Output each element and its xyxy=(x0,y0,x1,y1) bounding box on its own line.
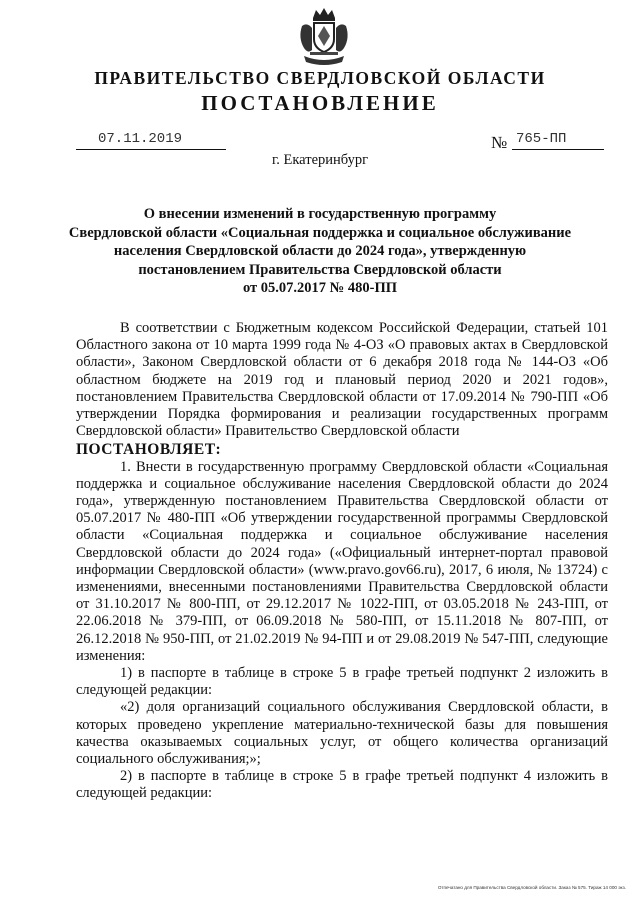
paragraph-subitem-1: 1) в паспорте в таблице в строке 5 в графе третьей подпункт 2 изложить в следующей редакции: xyxy=(76,665,608,699)
document-date: 07.11.2019 xyxy=(98,131,183,147)
document-body xyxy=(76,320,608,803)
resolve-heading: ПОСТАНОВЛЯЕТ: xyxy=(76,441,222,459)
title-line: от 05.07.2017 № 480-ПП xyxy=(242,280,397,296)
number-underline xyxy=(512,149,604,150)
issuing-authority: ПРАВИТЕЛЬСТВО СВЕРДЛОВСКОЙ ОБЛАСТИ xyxy=(94,68,546,88)
number-sign: № xyxy=(491,133,508,152)
paragraph-subitem-2: 2) в паспорте в таблице в строке 5 в графе третьей подпункт 4 изложить в следующей редакции: xyxy=(76,768,608,802)
date-underline xyxy=(76,149,226,150)
print-note: Отпечатано для Правительства Свердловской области. Заказ № 575. Тираж 14 000 экз. xyxy=(437,885,626,890)
preamble-paragraph: В соответствии с Бюджетным кодексом Российской Федерации, статьей 101 Областного закона от 10 марта 1999 года № 4-ОЗ «О правовых актах в Свердловской области», Законом Свердловской области от 6 декабря 2018 года № 144-ОЗ «Об областном бюджете на 2019 год и плановый период 2020 и 2021 годов», постановлением Правительства Свердловской области от 17.09.2014 № 790-ПП «Об утверждении Порядка формирования и реализации государственных программ Свердловской области» Правительство Свердловской области xyxy=(76,320,608,440)
paragraph-item-1: 1. Внести в государственную программу Свердловской области «Социальная поддержка и социальное обслуживание населения Свердловской области до 2024 года», утвержденную постановлением Правительства Свердловской области от 05.07.2017 № 480-ПП «Об утверждении государственной программы Свердловской области «Социальная поддержка и социальное обслуживание населения Свердловской области до 2024 года» («Официальный интернет-портал правовой информации Свердловской области» (www.pravo.gov66.ru), 2017, 6 июля, № 13724) с изменениями, внесенными постановлениями Правительства Свердловской области от 31.10.2017 № 800-ПП, от 29.12.2017 № 1022-ПП, от 03.05.2018 № 243-ПП, от 22.06.2018 № 379-ПП, от 06.09.2018 № 580-ПП, от 15.11.2018 № 807-ПП, от 26.12.2018 № 950-ПП, от 21.02.2019 № 94-ПП и от 29.08.2019 № 547-ПП, следующие изменения: xyxy=(76,458,608,664)
paragraph-quote: «2) доля организаций социального обслуживания Свердловской области, в которых проведено укрепление материально-технической базы для повышения качества оказываемых социальных услуг, от общего количества организаций социального обслуживания;»; xyxy=(76,699,608,768)
city: г. Екатеринбург xyxy=(271,152,369,168)
title-line: постановлением Правительства Свердловской области xyxy=(138,261,502,278)
document-type: ПОСТАНОВЛЕНИЕ xyxy=(201,91,439,115)
title-line: населения Свердловской области до 2024 года», утвержденную xyxy=(113,243,527,259)
title-line: О внесении изменений в государственную программу xyxy=(143,206,497,222)
title-line: Свердловской области «Социальная поддержка и социальное обслуживание xyxy=(68,224,572,241)
coat-of-arms-emblem xyxy=(296,6,352,68)
document-number: 765-ПП xyxy=(516,131,567,147)
document-title xyxy=(60,205,580,298)
